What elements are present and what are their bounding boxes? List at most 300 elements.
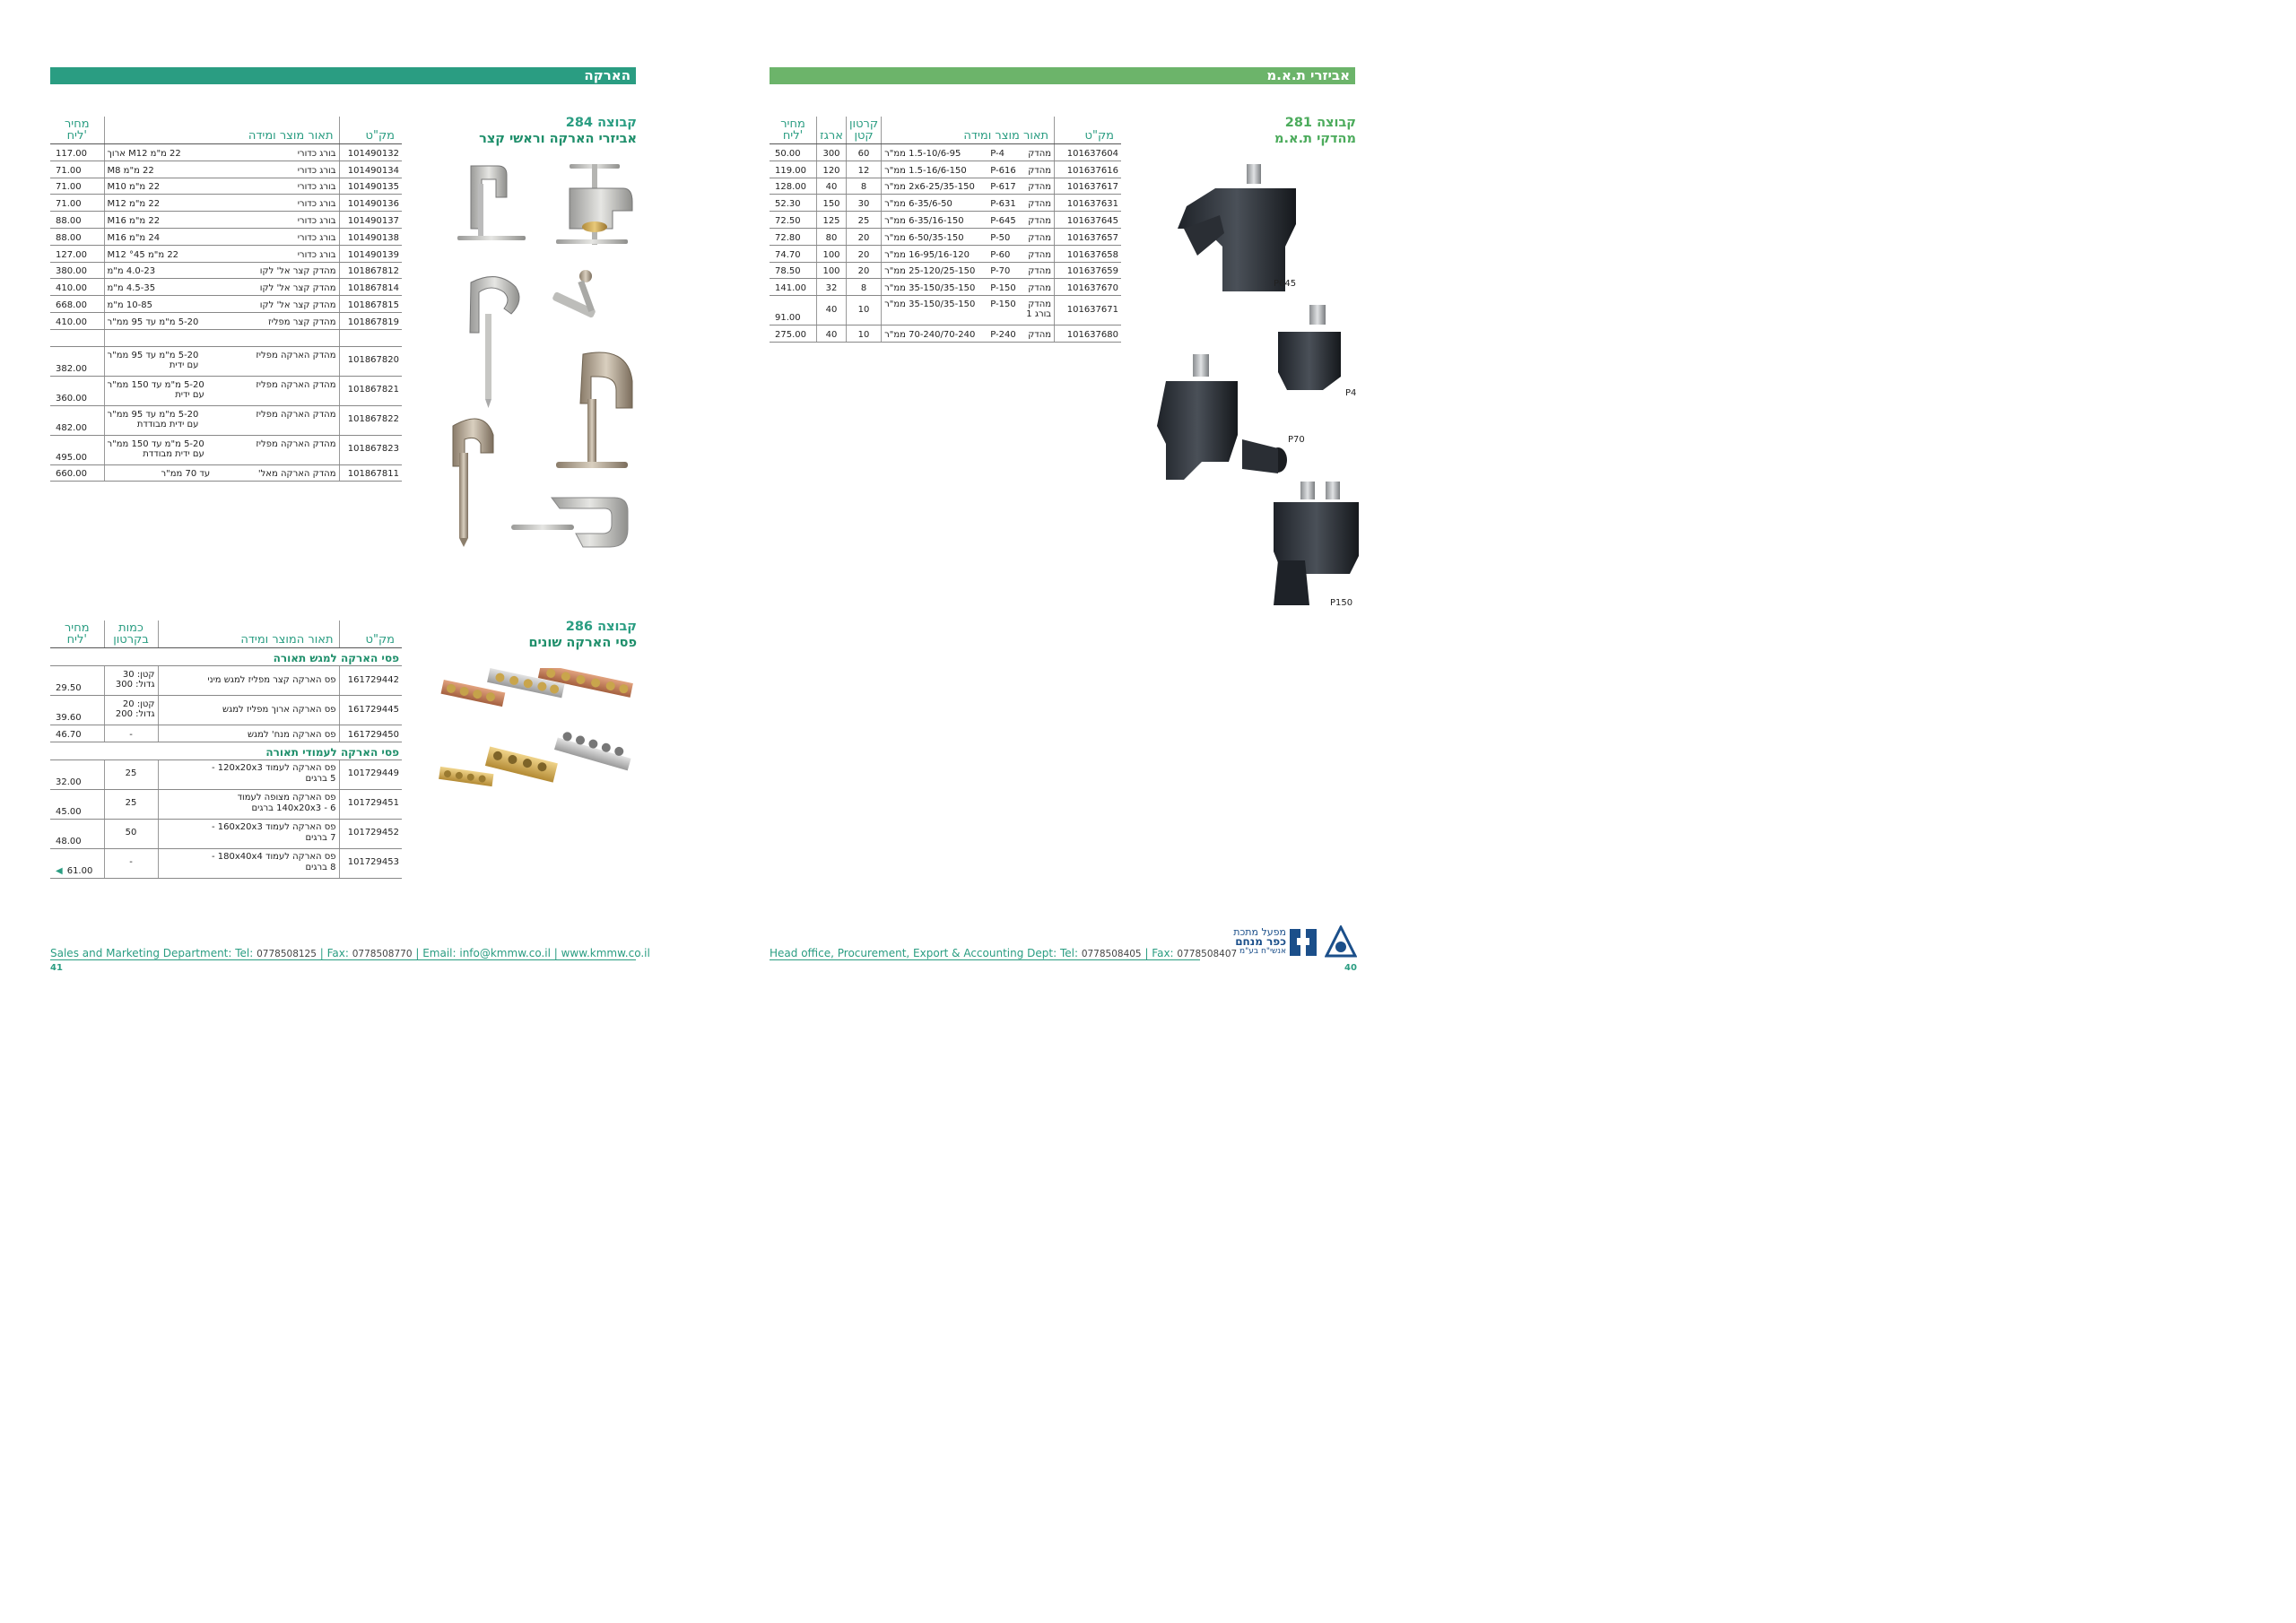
item-name: בורג כדורי	[297, 232, 336, 243]
subheader: פסי הארקה למגש תאורה	[158, 648, 402, 666]
sku-cell: 101490138	[339, 228, 402, 245]
item-size: 10-85 מ"מ	[107, 299, 152, 310]
small-cell: 10	[847, 296, 882, 325]
desc-cell	[882, 325, 1055, 343]
item-name: מהדק	[1028, 266, 1052, 277]
empty-cell	[104, 742, 158, 759]
item-name: מהדק הארקה מאל'	[257, 469, 336, 480]
col-qty: כמות בקרטון	[104, 621, 158, 648]
item-name: מהדק	[1028, 249, 1052, 260]
item-size: 1.5-10/6-95 ממ"ר	[884, 148, 961, 159]
desc-cell	[104, 212, 339, 229]
item-size: 5-20 מ"מ עד 150 ממ"ר	[107, 379, 204, 390]
item-model: P-617	[990, 182, 1016, 193]
qty-small: קטן: 20	[122, 699, 155, 709]
desc-cell	[104, 178, 339, 195]
small-cell: 20	[847, 228, 882, 245]
caption-p150: P150	[1330, 598, 1353, 608]
table-row	[50, 161, 402, 178]
group-number: קבוצה 281	[1284, 116, 1356, 130]
desc-cell	[882, 228, 1055, 245]
qty-cell: 50	[104, 819, 158, 848]
item-size: 6-35/16-150 ממ"ר	[884, 215, 964, 226]
table-row	[50, 696, 402, 725]
item-size: 22 מ"מ M12	[107, 199, 161, 210]
desc-line-2: 7 ברגים	[305, 832, 336, 843]
col-price: מחיר ליח'	[770, 117, 817, 144]
qty-large: גדול: 200	[115, 709, 155, 719]
sku-cell: 101867819	[339, 312, 402, 329]
item-name: מהדק הארקה מפליז	[256, 379, 336, 390]
price-cell: 71.00	[50, 161, 104, 178]
price-value: 32.00	[56, 777, 82, 787]
table-group-286	[50, 621, 402, 879]
sku-cell: 101637617	[1055, 178, 1121, 195]
item-size-block	[108, 439, 204, 459]
small-cell: 8	[847, 178, 882, 195]
table-row	[50, 346, 402, 376]
empty-cell	[50, 648, 104, 666]
price-cell: 127.00	[50, 245, 104, 262]
price-cell: 380.00	[50, 262, 104, 279]
col-sku: מק"ט	[339, 621, 402, 648]
company-logo	[1223, 925, 1358, 961]
price-cell: 668.00	[50, 296, 104, 313]
item-size-block	[108, 380, 204, 400]
qty-cell: -	[104, 848, 158, 878]
price-cell: 52.30	[770, 195, 817, 212]
table-row	[50, 195, 402, 212]
item-name: מהדק	[1028, 283, 1052, 294]
desc-cell	[104, 312, 339, 329]
table-row	[50, 212, 402, 229]
banner-grounding: הארקה	[50, 67, 636, 84]
desc-line-1: פס הארקה לעמוד 160x20x3 -	[212, 821, 336, 832]
table-row	[50, 312, 402, 329]
spacer-row	[50, 329, 402, 346]
item-size: 6-50/35-150 ממ"ר	[884, 232, 964, 243]
item-name: מהדק קצר מפליז	[268, 317, 336, 327]
desc-cell	[158, 848, 339, 878]
footer-text: | Email: info@kmmw.co.il | www.kmmw.co.il	[412, 947, 650, 959]
price-cell: 495.00	[50, 435, 104, 464]
desc-cell	[882, 195, 1055, 212]
desc-cell	[882, 245, 1055, 262]
table-row	[50, 376, 402, 405]
logo-emblem-icon	[1325, 925, 1357, 959]
group-286-heading	[422, 619, 637, 651]
price-cell: 482.00	[50, 405, 104, 435]
empty-cell	[104, 648, 158, 666]
price-cell: 72.80	[770, 228, 817, 245]
price-cell: 410.00	[50, 279, 104, 296]
table-row	[770, 161, 1121, 178]
price-cell: 39.60	[50, 696, 104, 725]
item-size: 35-150/35-150 ממ"ר	[884, 283, 976, 294]
desc-cell	[882, 262, 1055, 279]
sku-cell: 101729453	[339, 848, 402, 878]
sku-cell: 101490137	[339, 212, 402, 229]
table-group-284	[50, 117, 402, 482]
sku-cell: 101867811	[339, 464, 402, 482]
sku-cell: 101637657	[1055, 228, 1121, 245]
sku-cell: 101490135	[339, 178, 402, 195]
small-cell: 8	[847, 279, 882, 296]
sku-cell: 101490139	[339, 245, 402, 262]
item-name: בורג כדורי	[297, 182, 336, 193]
table-row	[50, 262, 402, 279]
desc-cell	[882, 178, 1055, 195]
item-name: בורג כדורי	[297, 215, 336, 226]
qty-large: גדול: 300	[115, 680, 155, 690]
item-name: מהדק קצר אל' לקו	[259, 266, 336, 277]
price-cell: 88.00	[50, 228, 104, 245]
item-model: P-631	[990, 199, 1016, 210]
col-box: ארגז	[817, 117, 847, 144]
subheader-row	[50, 648, 402, 666]
footer-tel: 0778508405	[1081, 949, 1142, 959]
box-cell: 125	[817, 212, 847, 229]
price-cell: 117.00	[50, 144, 104, 161]
desc-cell	[104, 376, 339, 405]
sku-cell: 101867822	[339, 405, 402, 435]
price-cell: 141.00	[770, 279, 817, 296]
footer-contact-left	[50, 947, 650, 959]
empty-cell	[50, 742, 104, 759]
table-row	[50, 759, 402, 789]
item-size: 4.5-35 מ"מ	[107, 283, 156, 294]
table-row	[50, 228, 402, 245]
desc-cell	[882, 212, 1055, 229]
caption-p70: P70	[1288, 435, 1305, 445]
sku-cell: 101729451	[339, 789, 402, 819]
price-cell: 410.00	[50, 312, 104, 329]
desc-cell	[104, 228, 339, 245]
price-cell: 91.00	[770, 296, 817, 325]
table-row	[50, 245, 402, 262]
footer-line-left	[50, 959, 636, 960]
desc-cell	[104, 405, 339, 435]
table-row	[50, 464, 402, 482]
footer-text: | Fax:	[316, 947, 352, 959]
price-cell: 46.70	[50, 725, 104, 742]
item-size: 70-240/70-240 ממ"ר	[884, 329, 976, 340]
item-note: בורג 1	[1026, 309, 1052, 320]
price-cell: 71.00	[50, 195, 104, 212]
small-cell: 20	[847, 245, 882, 262]
item-size-note: עם ידית	[169, 360, 199, 370]
price-value: 61.00	[66, 865, 93, 876]
desc-line-1: פס הארקה לעמוד 120x20x3 -	[212, 762, 336, 773]
empty-cell	[104, 329, 339, 346]
table-row	[50, 178, 402, 195]
desc-cell: פס הארקה מנח' למגש	[158, 725, 339, 742]
desc-cell	[104, 245, 339, 262]
item-size: 35-150/35-150 ממ"ר	[884, 299, 976, 310]
logo-line-2: כפר מנחם	[1235, 935, 1286, 948]
desc-cell	[104, 279, 339, 296]
empty-cell	[50, 329, 104, 346]
item-name: מהדק	[1028, 232, 1052, 243]
table-row	[50, 725, 402, 742]
item-name: מהדק	[1028, 148, 1052, 159]
sku-cell: 161729450	[339, 725, 402, 742]
item-size: 5-20 מ"מ עד 150 ממ"ר	[107, 438, 204, 449]
continue-arrow-icon: ◀	[56, 865, 63, 876]
desc-line-2: 8 ברגים	[305, 862, 336, 872]
desc-cell	[882, 161, 1055, 178]
item-size: 5-20 מ"מ עד 95 ממ"ר	[107, 409, 199, 420]
qty-cell: 25	[104, 759, 158, 789]
item-size: עד 70 ממ"ר	[161, 469, 211, 480]
small-cell: 20	[847, 262, 882, 279]
item-size: 16-95/16-120 ממ"ר	[884, 249, 970, 260]
item-size: 4.0-23 מ"מ	[107, 266, 156, 277]
logo-line-1: מפעל מתכת	[1233, 926, 1286, 938]
caption-p645: P645	[1274, 279, 1297, 289]
grounding-bars-image	[437, 668, 639, 803]
item-model: P-150	[990, 283, 1016, 294]
sku-cell: 101637604	[1055, 144, 1121, 161]
item-model: P-240	[990, 329, 1016, 340]
sku-cell: 101637670	[1055, 279, 1121, 296]
empty-cell	[339, 329, 402, 346]
item-model: P-60	[990, 249, 1011, 260]
sku-cell: 101867815	[339, 296, 402, 313]
col-desc: תאור מוצר ומידה	[882, 117, 1055, 144]
desc-cell	[882, 279, 1055, 296]
sku-cell: 101867812	[339, 262, 402, 279]
table-row	[770, 262, 1121, 279]
item-size: 5-20 מ"מ עד 95 ממ"ר	[107, 350, 199, 360]
small-cell: 12	[847, 161, 882, 178]
item-name: מהדק	[1028, 215, 1052, 226]
page-number-left: 41	[50, 963, 63, 973]
page-number-right: 40	[1344, 963, 1357, 973]
small-cell: 10	[847, 325, 882, 343]
item-name: מהדק	[1028, 199, 1052, 210]
item-name: מהדק הארקה מפליז	[256, 438, 336, 449]
sku-cell: 161729445	[339, 696, 402, 725]
item-size-note: עם ידית	[175, 389, 204, 400]
table-row	[50, 435, 402, 464]
table-row	[50, 819, 402, 848]
sku-cell: 101637658	[1055, 245, 1121, 262]
desc-cell	[882, 296, 1055, 325]
price-cell	[50, 789, 104, 819]
small-cell: 25	[847, 212, 882, 229]
price-cell: 29.50	[50, 666, 104, 696]
item-size: 6-35/6-50 ממ"ר	[884, 199, 952, 210]
footer-text: Sales and Marketing Department: Tel:	[50, 947, 257, 959]
sku-cell: 101490136	[339, 195, 402, 212]
logo-line-3: אנשי"ח בע"מ	[1239, 947, 1286, 956]
desc-line-1: פס הארקה מצופה לעמוד	[237, 792, 336, 803]
item-size-note: עם ידית מבודדת	[136, 419, 199, 430]
sku-cell: 101867820	[339, 346, 402, 376]
group-number: קבוצה 284	[565, 116, 637, 130]
desc-cell	[104, 195, 339, 212]
item-model: P-645	[990, 215, 1016, 226]
box-cell: 100	[817, 262, 847, 279]
footer-text: | Fax:	[1141, 947, 1178, 959]
subheader-row	[50, 742, 402, 759]
table-row	[770, 325, 1121, 343]
desc-cell	[104, 161, 339, 178]
item-name: בורג כדורי	[297, 249, 336, 260]
sku-cell: 101637659	[1055, 262, 1121, 279]
sku-cell: 101729452	[339, 819, 402, 848]
table-row	[50, 144, 402, 161]
footer-tel: 0778508125	[257, 949, 317, 959]
item-name: מהדק	[1028, 299, 1052, 310]
table-row	[50, 666, 402, 696]
box-cell: 40	[817, 325, 847, 343]
desc-cell	[882, 144, 1055, 161]
small-cell: 30	[847, 195, 882, 212]
desc-line-1: פס הארקה לעמוד 180x40x4 -	[212, 851, 336, 862]
sku-cell: 101637616	[1055, 161, 1121, 178]
item-name: בורג כדורי	[297, 199, 336, 210]
price-cell	[50, 848, 104, 878]
sku-cell: 161729442	[339, 666, 402, 696]
item-model: P-4	[990, 148, 1004, 159]
box-cell: 150	[817, 195, 847, 212]
box-cell: 100	[817, 245, 847, 262]
sku-cell: 101867821	[339, 376, 402, 405]
desc-cell: פס הארקה ארוך מפליז למגש	[158, 696, 339, 725]
col-small: קרטון קטן	[847, 117, 882, 144]
table-row	[50, 296, 402, 313]
price-value: 48.00	[56, 836, 82, 846]
sku-cell: 101490134	[339, 161, 402, 178]
group-title: אביזרי הארקה וראשי קצר	[479, 132, 637, 146]
box-cell: 120	[817, 161, 847, 178]
table-row	[770, 245, 1121, 262]
item-size: 5-20 מ"מ עד 95 ממ"ר	[107, 317, 199, 327]
desc-cell: פס הארקה קצר מפליז למגש מיני	[158, 666, 339, 696]
price-cell: 660.00	[50, 464, 104, 482]
item-model: P-616	[990, 165, 1016, 176]
table-row	[770, 228, 1121, 245]
desc-cell	[158, 759, 339, 789]
item-name: מהדק קצר אל' לקו	[259, 283, 336, 294]
sku-cell: 101637671	[1055, 296, 1121, 325]
box-cell: 80	[817, 228, 847, 245]
price-cell	[50, 759, 104, 789]
col-desc: תאור מוצר ומידה	[104, 117, 339, 144]
col-price: מחיר ליח'	[50, 117, 104, 144]
item-size: 22 מ"מ M16	[107, 215, 161, 226]
footer-fax: 0778508407	[1177, 949, 1238, 959]
group-number: קבוצה 286	[565, 620, 637, 634]
qty-cell	[104, 696, 158, 725]
group-title: מהדקי ת.א.מ	[1274, 132, 1356, 146]
item-size-note: עם ידית מבודדת	[143, 448, 204, 459]
table-row	[770, 279, 1121, 296]
price-cell: 128.00	[770, 178, 817, 195]
price-cell: 88.00	[50, 212, 104, 229]
subheader: פסי הארקה לעמודי תאורה	[158, 742, 402, 759]
desc-cell	[104, 346, 339, 376]
item-size: 22 מ"מ M8	[107, 165, 154, 176]
table-row	[50, 848, 402, 878]
col-sku: מק"ט	[339, 117, 402, 144]
table-row	[770, 212, 1121, 229]
box-cell: 32	[817, 279, 847, 296]
item-size: 1.5-16/6-150 ממ"ר	[884, 165, 967, 176]
sku-cell: 101637631	[1055, 195, 1121, 212]
price-cell: 71.00	[50, 178, 104, 195]
desc-cell	[104, 464, 339, 482]
item-size: 24 מ"מ M16	[107, 232, 161, 243]
table-row	[50, 279, 402, 296]
item-name: מהדק	[1028, 165, 1052, 176]
item-size: 22 מ"מ M12 °45	[107, 249, 179, 260]
item-name: בורג כדורי	[297, 148, 336, 159]
desc-cell	[104, 296, 339, 313]
sku-cell: 101637645	[1055, 212, 1121, 229]
col-sku: מק"ט	[1055, 117, 1121, 144]
table-row	[770, 178, 1121, 195]
item-model: P-70	[990, 266, 1011, 277]
item-name: מהדק הארקה מפליז	[256, 350, 336, 360]
price-cell: 119.00	[770, 161, 817, 178]
group-281-heading	[1141, 115, 1356, 147]
item-model: P-150	[990, 299, 1016, 310]
item-size: 22 מ"מ M12 ארוך	[107, 148, 181, 159]
desc-cell	[158, 789, 339, 819]
price-cell	[50, 819, 104, 848]
item-size: 25-120/25-150 ממ"ר	[884, 266, 976, 277]
price-cell: 72.50	[770, 212, 817, 229]
item-name: בורג כדורי	[297, 165, 336, 176]
table-row	[770, 144, 1121, 161]
col-price: מחיר ליח'	[50, 621, 104, 648]
sku-cell: 101867814	[339, 279, 402, 296]
grounding-clamps-image	[435, 157, 641, 551]
group-284-heading	[422, 115, 637, 147]
sku-cell: 101637680	[1055, 325, 1121, 343]
item-name: מהדק קצר אל' לקו	[259, 299, 336, 310]
box-cell: 300	[817, 144, 847, 161]
desc-cell	[104, 144, 339, 161]
desc-line-2: 140x20x3 - 6 ברגים	[251, 803, 336, 813]
item-name: מהדק	[1028, 182, 1052, 193]
desc-cell	[158, 819, 339, 848]
caption-p4: P4	[1345, 388, 1357, 398]
col-desc: תאור המוצר ומידה	[158, 621, 339, 648]
price-cell: 382.00	[50, 346, 104, 376]
qty-cell: -	[104, 725, 158, 742]
box-cell: 40	[817, 178, 847, 195]
banner-tam-accessories: אביזרי ת.א.מ	[770, 67, 1355, 84]
sku-cell: 101729449	[339, 759, 402, 789]
desc-block	[1026, 299, 1051, 319]
group-title: פסי הארקה שונים	[528, 636, 637, 650]
table-row	[770, 195, 1121, 212]
qty-cell	[104, 666, 158, 696]
desc-cell	[104, 435, 339, 464]
item-model: P-50	[990, 232, 1011, 243]
small-cell: 60	[847, 144, 882, 161]
item-size: 22 מ"מ M10	[107, 182, 161, 193]
price-cell: 360.00	[50, 376, 104, 405]
item-size-block	[108, 410, 199, 430]
item-name: מהדק	[1028, 329, 1052, 340]
sku-cell: 101867823	[339, 435, 402, 464]
logo-mark-icon	[1288, 927, 1318, 958]
